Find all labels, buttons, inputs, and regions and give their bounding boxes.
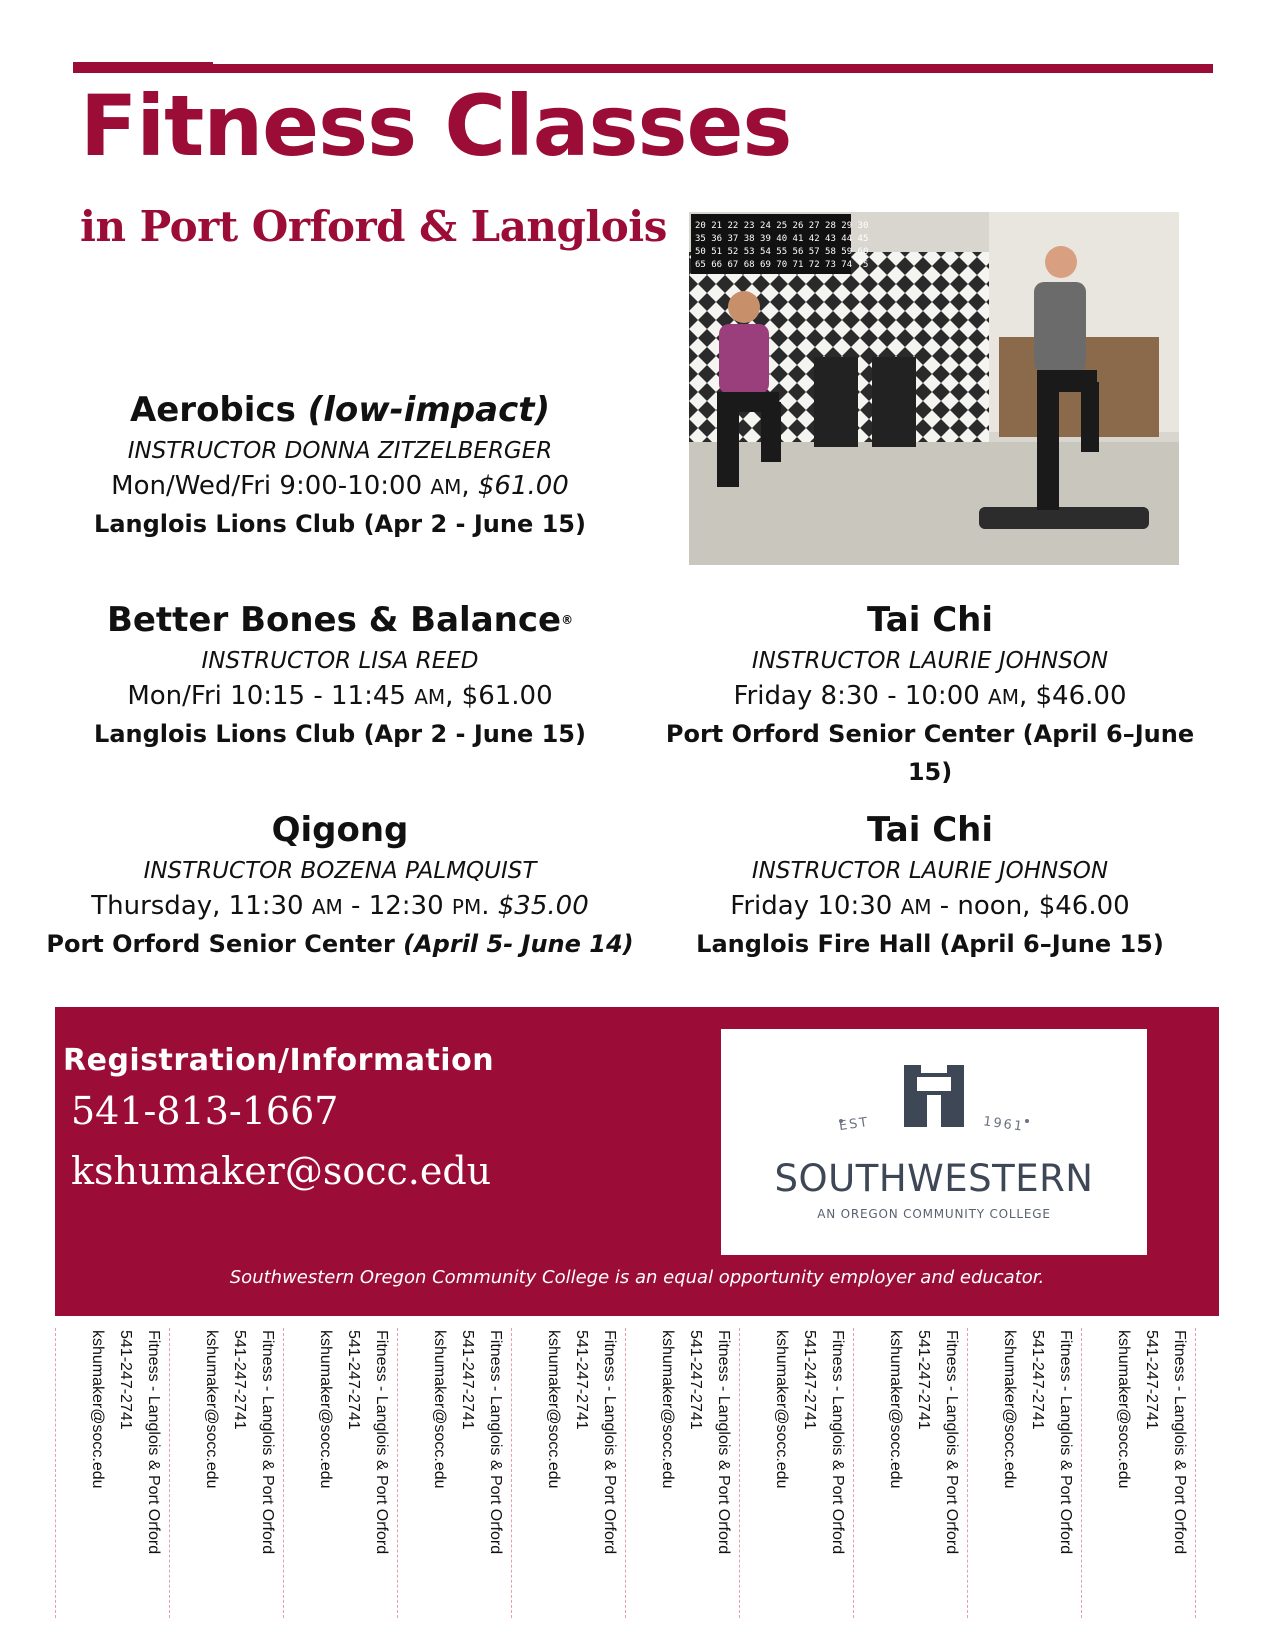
class-better-bones [60,600,620,753]
schedule-meridiem-end: PM [451,895,482,919]
tear-tab[interactable] [283,1328,397,1618]
class-qualifier: (low-impact) [307,390,551,430]
registered-mark: ® [561,613,574,627]
schedule-meridiem: AM [900,895,932,919]
schedule-meridiem-start: AM [311,895,343,919]
registration-title: Registration/Information [63,1043,495,1078]
tab-email: kshumaker@socc.edu [317,1330,334,1489]
class-schedule: Mon/Wed/Fri 9:00-10:00 AM, $61.00 [111,471,569,501]
tab-phone: 541-247-2741 [1029,1330,1046,1430]
class-tai-chi-friday-late [640,810,1220,963]
tab-title: Fitness - Langlois & Port Orford [145,1330,162,1555]
schedule-price: $35.00 [497,891,589,921]
top-rule [73,64,1213,73]
scoreboard-row: 20 21 22 23 24 25 26 27 28 29 30 [695,221,869,231]
tab-title: Fitness - Langlois & Port Orford [487,1330,504,1555]
schedule-price: , $61.00 [445,681,553,711]
tear-tab[interactable] [397,1328,511,1618]
tab-email: kshumaker@socc.edu [545,1330,562,1489]
class-aerobics [60,390,620,543]
class-location: Port Orford Senior Center (April 6–June 15) [665,720,1195,786]
schedule-time: Mon/Wed/Fri 9:00-10:00 [111,471,423,501]
tab-phone: 541-247-2741 [801,1330,818,1430]
tear-tab[interactable] [169,1328,283,1618]
class-name [60,600,620,640]
photo-illustration [689,212,1179,565]
tab-email: kshumaker@socc.edu [203,1330,220,1489]
schedule-start: Thursday, 11:30 [91,891,304,921]
location-dates: (April 5- June 14) [403,930,634,958]
tear-tab[interactable] [967,1328,1081,1618]
tab-phone: 541-247-2741 [1143,1330,1160,1430]
class-location [40,925,640,963]
logo-year: 1961 [982,1114,1025,1135]
logo-est: EST [838,1114,871,1135]
tear-tab[interactable] [853,1328,967,1618]
tab-email: kshumaker@socc.edu [1115,1330,1132,1489]
location-name: Port Orford Senior Center [46,930,395,958]
tab-phone: 541-247-2741 [687,1330,704,1430]
tab-title: Fitness - Langlois & Port Orford [829,1330,846,1555]
registration-phone[interactable]: 541-813-1667 [71,1089,339,1133]
class-title: Tai Chi [866,600,994,640]
class-title: Aerobics [129,390,296,430]
tear-tab[interactable] [625,1328,739,1618]
tear-tab[interactable] [1081,1328,1196,1618]
tab-title: Fitness - Langlois & Port Orford [601,1330,618,1555]
class-title: Better Bones & Balance [106,600,562,640]
class-instructor: INSTRUCTOR LAURIE JOHNSON [751,858,1109,884]
tab-title: Fitness - Langlois & Port Orford [1171,1330,1188,1555]
tab-title: Fitness - Langlois & Port Orford [943,1330,960,1555]
logo-name: SOUTHWESTERN [774,1157,1094,1200]
tear-tab[interactable] [511,1328,625,1618]
schedule-time: Mon/Fri 10:15 - 11:45 [127,681,406,711]
schedule-price: - noon, $46.00 [931,891,1130,921]
equal-opportunity-statement: Southwestern Oregon Community College is an equal opportunity employer and educator. [229,1267,1045,1288]
schedule-price: , $46.00 [1018,681,1127,711]
class-location: Langlois Fire Hall (April 6–June 15) [696,930,1164,958]
tab-phone: 541-247-2741 [459,1330,476,1430]
class-instructor: INSTRUCTOR DONNA ZITZELBERGER [127,438,553,464]
class-instructor: INSTRUCTOR LISA REED [201,648,479,674]
class-instructor: INSTRUCTOR LAURIE JOHNSON [751,648,1109,674]
schedule-meridiem: AM [414,685,446,709]
tab-phone: 541-247-2741 [231,1330,248,1430]
class-schedule [640,888,1220,925]
tab-email: kshumaker@socc.edu [659,1330,676,1489]
registration-email[interactable]: kshumaker@socc.edu [71,1149,492,1193]
logo-tagline: AN OREGON COMMUNITY COLLEGE [817,1207,1051,1221]
schedule-price: $61.00 [477,471,569,501]
class-name [60,390,620,430]
class-photo [689,212,1179,565]
schedule-time: Friday 8:30 - 10:00 [733,681,980,711]
tab-phone: 541-247-2741 [915,1330,932,1430]
tab-email: kshumaker@socc.edu [887,1330,904,1489]
schedule-meridiem: AM [988,685,1019,709]
lighthouse-icon [721,1029,1147,1159]
tab-title: Fitness - Langlois & Port Orford [715,1330,732,1555]
tab-title: Fitness - Langlois & Port Orford [1057,1330,1074,1555]
page-title: Fitness Classes [80,77,792,175]
tab-phone: 541-247-2741 [573,1330,590,1430]
scoreboard-row: 65 66 67 68 69 70 71 72 73 74 75 [695,260,869,270]
class-location: Langlois Lions Club (Apr 2 - June 15) [94,720,586,748]
class-title: Qigong [271,810,409,850]
class-schedule [60,678,620,715]
college-logo [721,1029,1147,1255]
tab-phone: 541-247-2741 [117,1330,134,1430]
tab-title: Fitness - Langlois & Port Orford [373,1330,390,1555]
class-tai-chi-friday-morning [640,600,1220,791]
registration-panel [55,1007,1219,1316]
tab-email: kshumaker@socc.edu [773,1330,790,1489]
scoreboard-row: 50 51 52 53 54 55 56 57 58 59 60 [695,247,869,257]
tear-off-tabs [55,1328,1219,1618]
class-schedule [640,678,1220,715]
schedule-time: Friday 10:30 [730,891,893,921]
schedule-meridiem: AM [430,475,462,499]
tab-phone: 541-247-2741 [345,1330,362,1430]
class-title: Tai Chi [866,810,994,850]
tab-email: kshumaker@socc.edu [431,1330,448,1489]
tab-email: kshumaker@socc.edu [89,1330,106,1489]
tear-tab[interactable] [55,1328,169,1618]
tab-title: Fitness - Langlois & Port Orford [259,1330,276,1555]
tab-email: kshumaker@socc.edu [1001,1330,1018,1489]
page-subtitle: in Port Orford & Langlois [80,202,667,251]
class-instructor: INSTRUCTOR BOZENA PALMQUIST [143,858,537,884]
class-location: Langlois Lions Club (Apr 2 - June 15) [94,510,586,538]
scoreboard-row: 35 36 37 38 39 40 41 42 43 44 45 [695,234,869,244]
schedule-end: - 12:30 [342,891,444,921]
class-schedule: Thursday, 11:30 AM - 12:30 PM. $35.00 [91,891,589,921]
tear-tab[interactable] [739,1328,853,1618]
class-qigong [40,810,640,963]
